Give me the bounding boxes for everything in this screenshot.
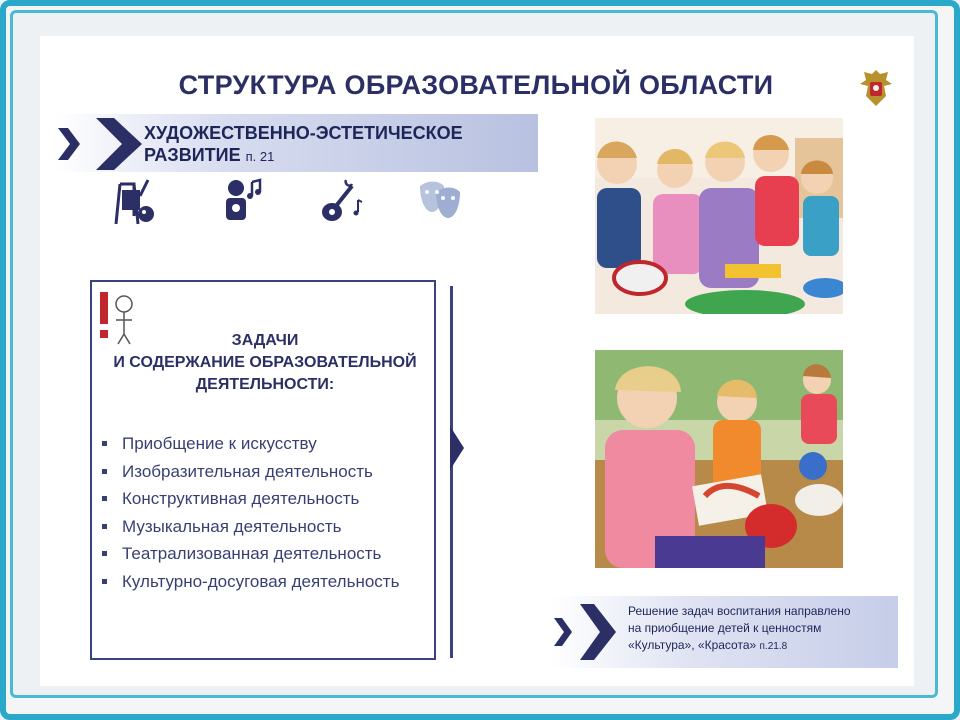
tasks-divider <box>450 286 453 658</box>
section-title <box>144 122 534 168</box>
note-line1: Решение задач воспитания направлено <box>628 604 851 618</box>
russian-coat-of-arms-icon <box>858 66 894 110</box>
chevron-arrow-icon <box>554 598 624 666</box>
tasks-heading <box>104 330 426 396</box>
note-line2: на приобщение детей к ценностям <box>628 621 822 635</box>
tasks-heading-line2: И СОДЕРЖАНИЕ ОБРАЗОВАТЕЛЬНОЙ <box>113 354 417 371</box>
theatre-masks-icon <box>416 176 464 226</box>
children-music-photo <box>595 118 843 314</box>
robot-music-icon <box>218 176 266 226</box>
chevron-arrow-icon <box>58 116 148 172</box>
section-title-text: ХУДОЖЕСТВЕННО-ЭСТЕТИЧЕСКОЕ РАЗВИТИЕ <box>144 123 463 165</box>
slide <box>40 36 914 686</box>
easel-palette-icon <box>112 176 160 226</box>
list-item: Конструктивная деятельность <box>100 485 436 513</box>
activity-icons <box>112 176 472 232</box>
slide-title: СТРУКТУРА ОБРАЗОВАТЕЛЬНОЙ ОБЛАСТИ <box>178 70 774 100</box>
note-line3-row <box>628 637 898 655</box>
note-line3: «Культура», «Красота» <box>628 638 757 652</box>
tasks-heading-line1: ЗАДАЧИ <box>231 332 299 349</box>
children-painting-photo <box>595 350 843 568</box>
list-item: Изобразительная деятельность <box>100 458 436 486</box>
list-item: Музыкальная деятельность <box>100 513 436 541</box>
section-ref: п. 21 <box>245 149 275 164</box>
tasks-list <box>100 430 436 595</box>
tasks-heading-line3: ДЕЯТЕЛЬНОСТИ: <box>195 376 335 393</box>
list-item: Культурно-досуговая деятельность <box>100 568 436 596</box>
list-item: Приобщение к искусству <box>100 430 436 458</box>
chevron-right-icon <box>450 426 464 470</box>
note-ref: п.21.8 <box>759 641 788 652</box>
list-item: Театрализованная деятельность <box>100 540 436 568</box>
note-text <box>628 603 898 655</box>
guitar-music-icon <box>316 176 364 226</box>
